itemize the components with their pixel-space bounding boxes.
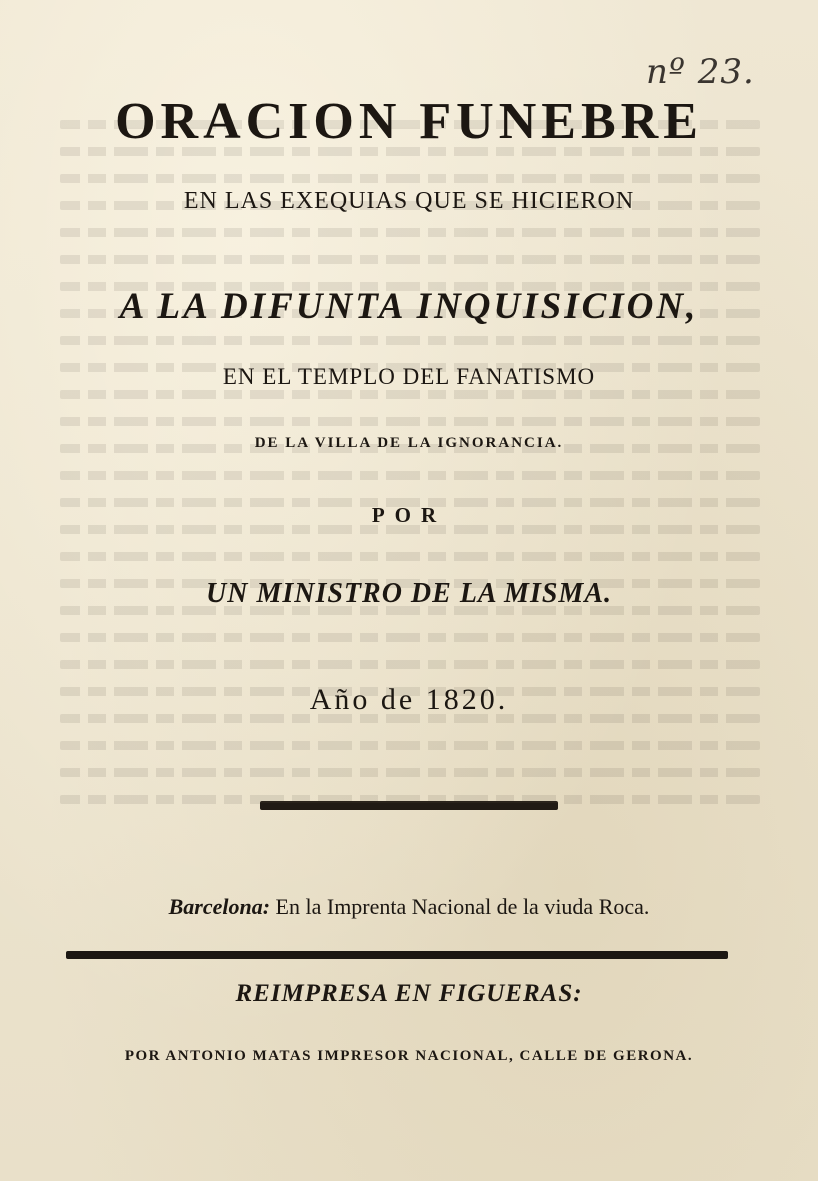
imprint-line — [0, 894, 818, 920]
ornament-rule-short — [260, 801, 558, 810]
imprint-city: Barcelona: — [168, 894, 271, 919]
printer-line: POR ANTONIO MATAS IMPRESOR NACIONAL, CALLE DE GERONA. — [124, 1048, 694, 1064]
page-title: ORACION FUNEBRE — [115, 93, 703, 150]
subtitle-templo: EN EL TEMPLO DEL FANATISMO — [222, 364, 596, 389]
bleed-through-text — [60, 120, 760, 880]
subtitle-villa: DE LA VILLA DE LA IGNORANCIA. — [254, 435, 564, 451]
ornament-rule-long — [66, 951, 728, 959]
year-line: Año de 1820. — [309, 683, 509, 716]
imprint-text: En la Imprenta Nacional de la viuda Roca. — [275, 894, 650, 919]
por-label: POR — [371, 503, 447, 527]
handwritten-note: nº 23. — [646, 52, 755, 92]
author-line: UN MINISTRO DE LA MISMA. — [206, 578, 612, 609]
reprint-line: REIMPRESA EN FIGUERAS: — [235, 980, 583, 1007]
subtitle-exequias: EN LAS EXEQUIAS QUE SE HICIERON — [183, 188, 635, 214]
subtitle-difunta-inquisicion: A LA DIFUNTA INQUISICION, — [119, 286, 699, 327]
